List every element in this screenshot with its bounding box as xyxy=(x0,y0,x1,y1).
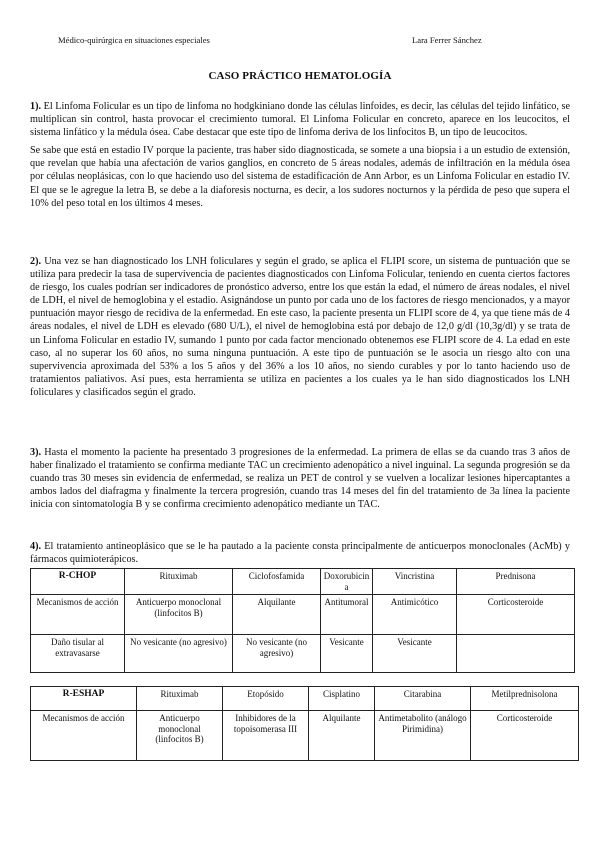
section-1 xyxy=(30,100,570,210)
rchop-cell xyxy=(457,635,575,673)
reshap-cell: Etopósido xyxy=(223,687,309,711)
reshap-header-row xyxy=(31,687,579,711)
rchop-cell: Antitumoral xyxy=(321,595,373,635)
header-course: Médico-quirúrgica en situaciones especiales xyxy=(58,35,210,45)
reshap-cell: Inhibidores de la topoisomerasa III xyxy=(223,711,309,761)
rchop-cell: Daño tisular al extravasarse xyxy=(31,635,125,673)
rchop-cell: Vincristina xyxy=(373,569,457,595)
header-author: Lara Ferrer Sánchez xyxy=(412,35,482,45)
rchop-cell: Corticosteroide xyxy=(457,595,575,635)
rchop-tissue-damage-row xyxy=(31,635,575,673)
reshap-cell: R-ESHAP xyxy=(31,687,137,711)
section-1-paragraph-1 xyxy=(30,100,570,139)
section-4-text: El tratamiento antineoplásico que se le ha pautado a la paciente consta principalmente de anticuerpos monoclonales (AcMb) y fármacos quimioterápicos. xyxy=(30,541,571,566)
section-2-text: Una vez se han diagnosticado los LNH foliculares y según el grado, se aplica el FLIPI score, un sistema de puntuación que se utiliza para predecir la tasa de supervivencia de pacientes diagnosticados con Linfoma Folicular, teniendo en cuenta ciertos factores de riesgo, los cuales podrían ser indicadores de pronóstico adverso, entre los que están la edad, el número de áreas nodales, el nivel de LDH, el nivel de hemoglobina y el estadio. Asignándose un punto por cada uno de los factores de riesgo mencionados, y a mayor puntuación mayor riesgo de recidiva de la enfermedad. En este caso, la paciente presenta un FLIPI score de 4, ya que tiene más de 4 áreas nodales, el nivel de LDH es elevado (680 U/L), el nivel de hemoglobina está por debajo de 12,0 g/dl (10,3g/dl) y se trata de un Linfoma Folicular en estadio IV, sumando 1 punto por cada factor mencionado obtenemos ese FLIPI score de 4. La edad en este caso, al no superar los 60 años, no suma ninguna puntuación. A este tipo de puntuación se le asocia un riesgo alto con una supervivencia aproximada del 53% a los 5 años y del 36% a los 10 años, no siendo curables y por lo tanto haciendo uso de tratamientos paliativos. Así pues, esta herramienta se utiliza en pacientes a los cuales ya le han sido diagnosticados los LNH foliculares y clasificados según el grado. xyxy=(30,256,570,398)
section-3-paragraph xyxy=(30,446,570,511)
rchop-cell: Mecanismos de acción xyxy=(31,595,125,635)
section-1-text: El Linfoma Folicular es un tipo de linfoma no hodgkiniano donde las células linfoides, es decir, las células del tejido linfático, se multiplican sin control, hasta provocar el crecimiento tumoral. El Linfoma Folicular en concreto, aparece en los leucocitos, el sistema linfático y la médula ósea. Cabe destacar que este tipo de linfoma deriva de los linfocitos B, un tipo de leucocitos. xyxy=(30,101,571,139)
reshap-cell: Anticuerpo monoclonal (linfocitos B) xyxy=(137,711,223,761)
reshap-cell: Rituximab xyxy=(137,687,223,711)
section-3-text: Hasta el momento la paciente ha presentado 3 progresiones de la enfermedad. La primera de ellas se da cuando tras 3 años de haber finalizado el tratamiento se confirma mediante TAC un crecimiento adenopático a nivel inguinal. La segunda progresión se da cuando tras 30 meses sin evidencia de enfermedad, se realiza un PET de control y se vuelven a localizar lesiones hipercaptantes a ambos lados del diafragma y finalmente la tercera progresión, cuando tras 14 meses del fin del tratamiento de 3a línea la paciente inicia con sintomatología B y se confirma crecimiento adenopático mediante un TAC. xyxy=(30,447,571,511)
section-3 xyxy=(30,446,570,511)
reshap-cell: Antimetabolito (análogo Pirimidina) xyxy=(375,711,471,761)
rchop-cell: Anticuerpo monoclonal (linfocitos B) xyxy=(125,595,233,635)
rchop-cell: R-CHOP xyxy=(31,569,125,595)
section-1-paragraph-2: Se sabe que está en estadio IV porque la paciente, tras haber sido diagnosticada, se somete a una biopsia i a un estudio de extensión, que revelan que había una afectación de varios ganglios, en concreto de 5 áreas nodales, además de infiltración en la médula ósea por células neoplásicas, con lo que haciendo uso del sistema de estadificación de Ann Arbor, es un Linfoma Folicular en estadio IV. El que se le agregue la letra B, se debe a la diaforesis nocturna, es decir, a los sudores nocturnos y la pérdida de peso que supera el 10% del peso total en los últimos 4 meses. xyxy=(30,145,570,209)
rchop-cell: Prednisona xyxy=(457,569,575,595)
section-1-number: 1). xyxy=(30,101,42,112)
rchop-cell: Rituximab xyxy=(125,569,233,595)
rchop-cell: Alquilante xyxy=(233,595,321,635)
section-2 xyxy=(30,255,570,399)
reshap-cell: Metilprednisolona xyxy=(471,687,579,711)
rchop-cell: Vesicante xyxy=(321,635,373,673)
reshap-mechanism-row xyxy=(31,711,579,761)
reshap-cell: Citarabina xyxy=(375,687,471,711)
reshap-cell: Cisplatino xyxy=(309,687,375,711)
rchop-header-row xyxy=(31,569,575,595)
section-3-number: 3). xyxy=(30,447,42,458)
section-4-paragraph xyxy=(30,540,570,566)
rchop-cell: Ciclofosfamida xyxy=(233,569,321,595)
rchop-cell: No vesicante (no agresivo) xyxy=(233,635,321,673)
section-4 xyxy=(30,540,570,566)
reshap-table xyxy=(30,686,579,761)
rchop-table xyxy=(30,568,575,673)
reshap-cell: Corticosteroide xyxy=(471,711,579,761)
reshap-cell: Alquilante xyxy=(309,711,375,761)
reshap-cell: Mecanismos de acción xyxy=(31,711,137,761)
section-2-paragraph xyxy=(30,255,570,399)
rchop-cell: No vesicante (no agresivo) xyxy=(125,635,233,673)
page-title: CASO PRÁCTICO HEMATOLOGÍA xyxy=(208,70,392,82)
rchop-cell: Vesicante xyxy=(373,635,457,673)
rchop-cell: Antimicótico xyxy=(373,595,457,635)
rchop-cell: Doxorubicina xyxy=(321,569,373,595)
section-4-number: 4). xyxy=(30,541,42,552)
rchop-mechanism-row xyxy=(31,595,575,635)
section-2-number: 2). xyxy=(30,256,42,267)
